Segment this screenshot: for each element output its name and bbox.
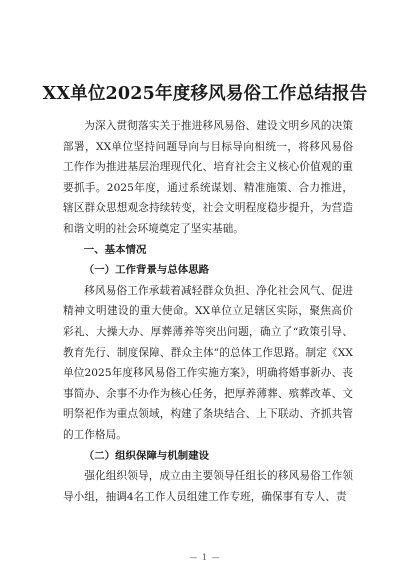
subsection-heading-background: （一）工作背景与总体思路 (83, 264, 210, 277)
document-body (63, 116, 353, 507)
page-number: — 1 — (189, 553, 221, 562)
organization-paragraph: 强化组织领导，成立由主要领导任组长的移风易俗工作领导小组，抽调4名工作人员组建工作专班，确保事有专人、责 (63, 470, 353, 503)
background-paragraph: 移风易俗工作承载着减轻群众负担、净化社会风气、促进精神文明建设的重大使命。XX单位立足辖区实际，聚焦高价彩礼、大操大办、厚葬薄养等突出问题，确立了“政策引导、教育先行、制度保障、群众主体”的总体工作思路。制定《XX单位2025年度移风易俗工作实施方案》，明确将婚事新办、丧事简办、余事不办作为核心任务，把厚养薄葬、殡葬改革、文明祭祀作为重点领域，构建了条块结合、上下联动、齐抓共管的工作格局。 (63, 284, 353, 441)
document-title: XX单位2025年度移风易俗工作总结报告 (42, 84, 368, 104)
subsection-heading-organization: （二）组织保障与机制建设 (83, 449, 210, 462)
section-heading-basic-situation: 一、基本情况 (83, 243, 147, 256)
intro-paragraph: 为深入贯彻落实关于推进移风易俗、建设文明乡风的决策部署，XX单位坚持问题导向与目标导向相统一，将移风易俗工作作为推进基层治理现代化、培育社会主义核心价值观的重要抓手。2025年度，通过系统谋划、精准施策、合力推进，辖区群众思想观念持续转变，社会文明程度稳步提升，为营造和谐文明的社会环境奠定了坚实基础。 (63, 120, 353, 235)
